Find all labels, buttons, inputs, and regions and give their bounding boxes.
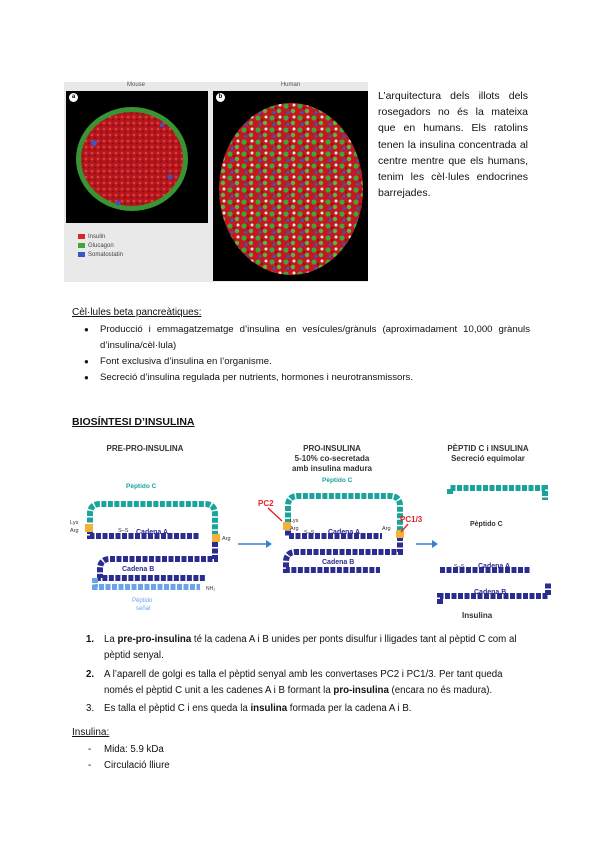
col2-title-line: 5-10% co-secretada xyxy=(294,454,370,463)
legend-label: Insulin xyxy=(88,233,106,240)
col3-title xyxy=(428,444,548,464)
peptide-c-label: Pèptido C xyxy=(322,477,353,484)
col3-title-line: Secreció equimolar xyxy=(451,454,525,463)
beta-cells-list xyxy=(72,322,530,386)
biosynthesis-steps xyxy=(72,632,534,719)
peptide-c-free-label: Pèptido C xyxy=(470,521,503,528)
disulfide-label: S–S xyxy=(454,564,465,570)
pc2-label: PC2 xyxy=(258,499,274,508)
list-item: - Mida: 5.9 kDa xyxy=(72,742,372,758)
legend-item xyxy=(78,241,123,250)
arg-label: Arg xyxy=(382,526,391,532)
legend-item xyxy=(78,232,123,241)
panel-a-title: Mouse xyxy=(126,82,145,88)
list-item: ● Secreció d’insulina regulada per nutrients, hormones i neurotransmissors. xyxy=(72,370,530,386)
list-item: ● Font exclusiva d’insulina en l’organisme. xyxy=(72,354,530,370)
beta-cells-heading: Cèl·lules beta pancreàtiques: xyxy=(72,307,202,318)
step-bold: pre-pro-insulina xyxy=(117,634,192,645)
step-bold: pro-insulina xyxy=(333,684,389,696)
legend-swatch xyxy=(78,234,85,239)
insulin-heading: Insulina: xyxy=(72,727,110,738)
chain-b-label: Cadena B xyxy=(122,566,155,573)
step-bold: insulina xyxy=(250,703,288,715)
col3-title-line: PÈPTID C i INSULINA xyxy=(447,444,529,453)
step-number: 3. xyxy=(86,703,95,715)
legend-swatch xyxy=(78,243,85,248)
chain-a-label: Cadena A xyxy=(478,563,511,570)
chain-a-label: Cadena A xyxy=(328,529,361,536)
signal-label: señal xyxy=(136,606,151,612)
peptide-c-label: Pèptido C xyxy=(126,483,157,490)
disulfide-label: S–S xyxy=(304,530,315,536)
pc13-label: PC1/3 xyxy=(400,515,423,524)
legend-label: Somatostatin xyxy=(88,251,124,258)
arg-label: Arg xyxy=(222,536,231,542)
arg-label: Arg xyxy=(70,528,79,534)
legend-swatch xyxy=(78,252,85,257)
mouse-islet-image xyxy=(66,91,208,223)
step-text: La xyxy=(104,634,118,645)
legend-item xyxy=(78,250,123,259)
step-number: 1. xyxy=(86,634,95,645)
signal-label: Péptido xyxy=(132,598,153,604)
chain-b-label: Cadena B xyxy=(474,589,507,596)
step-item xyxy=(72,667,534,700)
insulin-biosynthesis-diagram xyxy=(60,474,560,624)
lys-label: Lys xyxy=(290,518,299,524)
biosynthesis-heading: BIOSÍNTESI D’INSULINA xyxy=(72,416,195,428)
step-text: (encara no és madura). xyxy=(388,684,493,696)
list-item: ● Producció i emmagatzematge d’insulina en vesícules/grànuls (aproximadament 10,000 grànuls d’insulina/cèl·lula) xyxy=(72,322,530,354)
chain-a-label: Cadena A xyxy=(136,529,169,536)
step-text: formada per la cadena A i B. xyxy=(287,703,412,715)
legend-label: Glucagon xyxy=(88,242,114,249)
human-islet-image xyxy=(213,91,368,281)
insulina-label: Insulina xyxy=(462,611,493,620)
col2-title-line: PRO-INSULINA xyxy=(303,444,361,453)
col2-title-line: amb insulina madura xyxy=(291,464,373,473)
insulin-props xyxy=(72,742,372,774)
step-text: Es talla el pèptid C i ens queda la xyxy=(104,703,251,715)
list-item: - Circulació lliure xyxy=(72,758,372,774)
lys-label: Lys xyxy=(70,520,79,526)
disulfide-label: S–S xyxy=(118,528,129,534)
nh2-label: NH₂ xyxy=(206,586,216,592)
step-text: A l’aparell de golgi es talla el pèptid senyal amb les convertases PC2 i PC1/3. Per tant queda només el pèptid C unit a les cadenes A i B formant la xyxy=(104,668,503,696)
col1-title: PRE-PRO-INSULINA xyxy=(106,444,184,453)
chain-b-label: Cadena B xyxy=(322,559,355,566)
col2-title xyxy=(272,444,392,474)
arg-label: Arg xyxy=(290,526,299,532)
step-number: 2. xyxy=(86,668,95,680)
panel-b-label: b xyxy=(216,93,225,102)
step-item xyxy=(72,701,534,717)
panel-b-title: Human xyxy=(280,82,301,88)
panel-a-label: a xyxy=(69,93,78,102)
step-item xyxy=(72,632,534,665)
figure-caption: L’arquitectura dels illots dels rosegadors no és la mateixa que en humans. Els ratolins tenen la insulina concentrada al centre mentre que els humans, tenim les cèl·lules endocrines barrejades. xyxy=(378,90,528,200)
step-text: té la cadena A i B unides per ponts disulfur i lligades tant al pèptid C com al pèptid senyal. xyxy=(104,634,517,662)
figure-legend xyxy=(78,232,123,259)
